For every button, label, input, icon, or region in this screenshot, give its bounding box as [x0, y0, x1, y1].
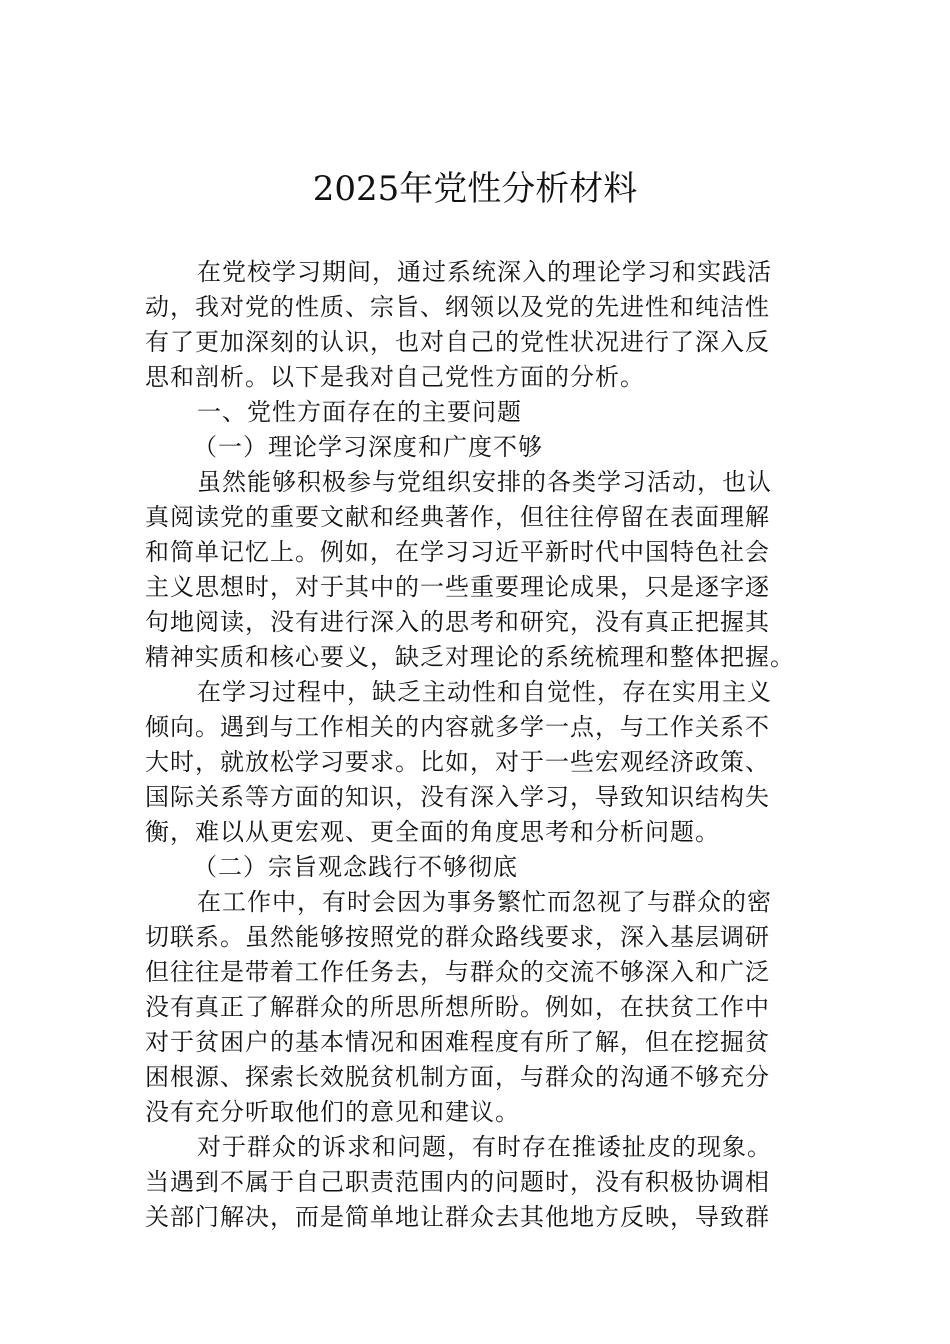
text-line: 思和剖析。以下是我对自己党性方面的分析。 [145, 363, 645, 391]
text-line: 有了更加深刻的认识，也对自己的党性状况进行了深入反 [145, 328, 770, 356]
text-line: 没有充分听取他们的意见和建议。 [145, 1098, 520, 1126]
text-line: 动，我对党的性质、宗旨、纲领以及党的先进性和纯洁性 [145, 293, 770, 321]
text-line: 在工作中，有时会因为事务繁忙而忽视了与群众的密 [197, 888, 772, 916]
text-line: 倾向。遇到与工作相关的内容就多学一点，与工作关系不 [145, 713, 770, 741]
text-line: 对于贫困户的基本情况和困难程度有所了解，但在挖掘贫 [145, 1028, 770, 1056]
text-line: 在学习过程中，缺乏主动性和自觉性，存在实用主义 [197, 678, 772, 706]
text-line: 但往往是带着工作任务去，与群众的交流不够深入和广泛 [145, 958, 770, 986]
text-line: 精神实质和核心要义，缺乏对理论的系统梳理和整体把握。 [145, 643, 795, 671]
text-line: 一、党性方面存在的主要问题 [197, 398, 522, 426]
text-line: 衡，难以从更宏观、更全面的角度思考和分析问题。 [145, 818, 720, 846]
document-body [145, 255, 805, 1235]
text-line: 国际关系等方面的知识，没有深入学习，导致知识结构失 [145, 783, 770, 811]
text-line: 句地阅读，没有进行深入的思考和研究，没有真正把握其 [145, 608, 770, 636]
text-line: 主义思想时，对于其中的一些重要理论成果，只是逐字逐 [145, 573, 770, 601]
text-line: （二）宗旨观念践行不够彻底 [193, 853, 518, 881]
text-line: 虽然能够积极参与党组织安排的各类学习活动，也认 [197, 468, 772, 496]
text-line: 困根源、探索长效脱贫机制方面，与群众的沟通不够充分 [145, 1063, 770, 1091]
text-line: 和简单记忆上。例如，在学习习近平新时代中国特色社会 [145, 538, 770, 566]
text-line: 在党校学习期间，通过系统深入的理论学习和实践活 [197, 258, 772, 286]
text-line: 切联系。虽然能够按照党的群众路线要求，深入基层调研 [145, 923, 770, 951]
text-line: 真阅读党的重要文献和经典著作，但往往停留在表面理解 [145, 503, 770, 531]
text-line: 大时，就放松学习要求。比如，对于一些宏观经济政策、 [145, 748, 770, 776]
text-line: （一）理论学习深度和广度不够 [193, 433, 543, 461]
document-title: 2025年党性分析材料 [312, 169, 638, 209]
text-line: 对于群众的诉求和问题，有时存在推诿扯皮的现象。 [197, 1133, 772, 1161]
text-line: 关部门解决，而是简单地让群众去其他地方反映，导致群 [145, 1203, 770, 1231]
text-line: 没有真正了解群众的所思所想所盼。例如，在扶贫工作中 [145, 993, 770, 1021]
text-line: 当遇到不属于自己职责范围内的问题时，没有积极协调相 [145, 1168, 770, 1196]
